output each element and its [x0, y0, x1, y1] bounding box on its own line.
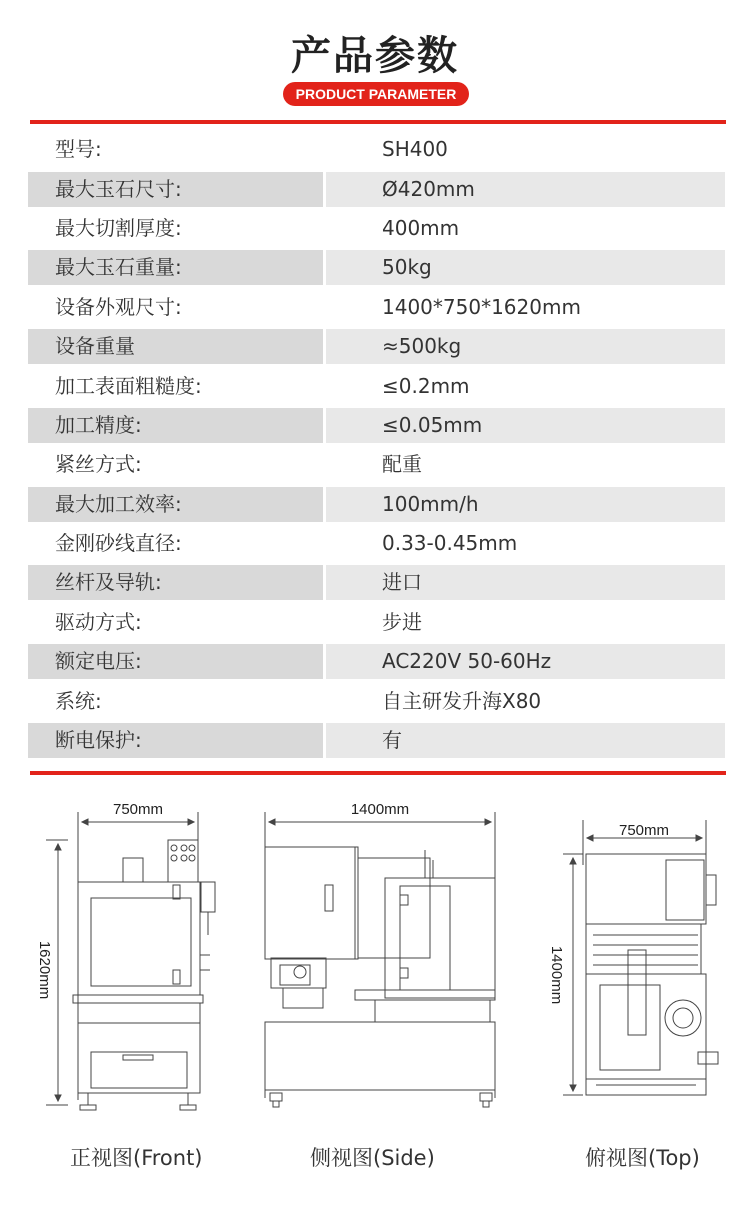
subtitle-badge: PRODUCT PARAMETER [283, 82, 469, 106]
spec-value: 配重 [382, 452, 422, 477]
spec-label: 最大玉石尺寸: [28, 172, 323, 207]
spec-value: 步进 [382, 609, 422, 634]
side-view-drawing [255, 790, 505, 1130]
spec-value: 0.33-0.45mm [382, 531, 518, 556]
spec-row [28, 681, 725, 720]
spec-value: ≤0.2mm [382, 373, 470, 398]
spec-row [28, 524, 725, 563]
spec-row [28, 721, 725, 760]
top-height-dim: 1400mm [548, 945, 565, 1005]
spec-row [28, 485, 725, 524]
spec-label: 额定电压: [28, 644, 323, 679]
spec-row [28, 288, 725, 327]
spec-value: AC220V 50-60Hz [326, 644, 725, 679]
spec-row [28, 169, 725, 208]
spec-label: 紧丝方式: [55, 452, 142, 477]
spec-row [28, 209, 725, 248]
side-view-caption: 侧视图(Side) [310, 1146, 435, 1170]
spec-row [28, 130, 725, 169]
spec-value: 有 [326, 723, 725, 758]
page-title: 产品参数 [291, 33, 459, 79]
bottom-divider [30, 771, 726, 775]
spec-table [28, 130, 725, 760]
spec-value: 100mm/h [326, 487, 725, 522]
spec-value: ≈500kg [326, 329, 725, 364]
spec-value: ≤0.05mm [326, 408, 725, 443]
spec-row [28, 642, 725, 681]
spec-row [28, 563, 725, 602]
spec-label: 设备重量 [28, 329, 323, 364]
spec-label: 驱动方式: [55, 609, 142, 634]
spec-value: 进口 [326, 565, 725, 600]
spec-value: Ø420mm [326, 172, 725, 207]
side-width-dim: 1400mm [350, 801, 410, 818]
spec-value: 自主研发升海X80 [382, 688, 542, 713]
drawing-views [0, 790, 750, 1216]
spec-row [28, 603, 725, 642]
spec-label: 型号: [55, 137, 102, 162]
front-view-caption: 正视图(Front) [70, 1146, 203, 1170]
top-view-caption: 俯视图(Top) [585, 1146, 700, 1170]
spec-label: 最大切割厚度: [55, 215, 182, 240]
spec-row [28, 248, 725, 287]
spec-value: SH400 [382, 137, 448, 162]
top-divider [30, 120, 726, 124]
spec-label: 断电保护: [28, 723, 323, 758]
top-width-dim: 750mm [618, 822, 670, 839]
spec-label: 金刚砂线直径: [55, 531, 182, 556]
front-width-dim: 750mm [112, 801, 164, 818]
spec-value: 50kg [326, 250, 725, 285]
spec-label: 最大玉石重量: [28, 250, 323, 285]
spec-label: 加工表面粗糙度: [55, 373, 202, 398]
spec-label: 设备外观尺寸: [55, 294, 182, 319]
spec-label: 最大加工效率: [28, 487, 323, 522]
spec-value: 400mm [382, 215, 460, 240]
spec-row [28, 327, 725, 366]
spec-row [28, 445, 725, 484]
spec-value: 1400*750*1620mm [382, 294, 581, 319]
spec-row [28, 406, 725, 445]
spec-label: 加工精度: [28, 408, 323, 443]
front-view-drawing [28, 790, 228, 1130]
spec-label: 丝杆及导轨: [28, 565, 323, 600]
top-view-drawing [538, 790, 728, 1130]
spec-label: 系统: [55, 688, 102, 713]
front-height-dim: 1620mm [36, 940, 53, 1000]
spec-row [28, 366, 725, 405]
